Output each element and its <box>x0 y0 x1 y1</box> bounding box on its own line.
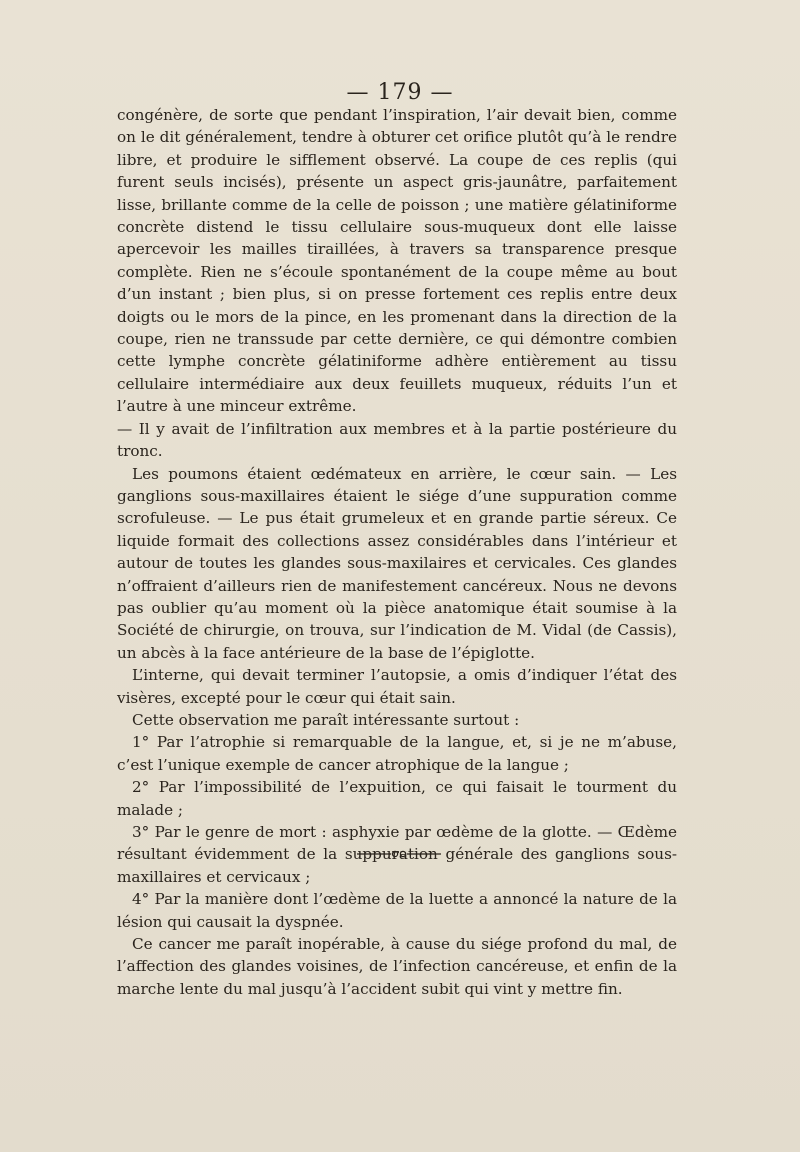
paragraph: Ce cancer me paraît inopérable, à cause du siége profond du mal, de l’affection des glandes voisines, de l’infection cancéreuse, et enfin de la marche lente du mal jusqu’à l’accident subit qui vint y mettre fin. <box>117 935 677 998</box>
paragraph: 3° Par le genre de mort : asphyxie par œdème de la glotte. — Œdème résultant évidemment de la suppuration générale des ganglions sous-maxillaires et cervicaux ; <box>117 823 677 886</box>
paragraph: 1° Par l’atrophie si remarquable de la langue, et, si je ne m’abuse, c’est l’unique exemple de cancer atrophique de la langue ; <box>117 733 677 774</box>
paragraph: congénère, de sorte que pendant l’inspiration, l’air devait bien, comme on le dit généralement, tendre à obturer cet orifice plutôt qu’à le rendre libre, et produire le sifflement observé. La coupe de ces replis (qui furent seuls incisés), présente un aspect gris-jaunâtre, parfaitement lisse, brillante comme de la celle de poisson ; une matière gélatiniforme concrète distend le tissu cellulaire sous-muqueux dont elle laisse apercevoir les mailles tiraillées, à travers sa transparence presque complète. Rien ne s’écoule spontanément de la coupe même au bout d’un instant ; bien plus, si on presse fortement ces replis entre deux doigts ou le mors de la pince, en les promenant dans la direction de la coupe, rien ne transsude par cette dernière, ce qui démontre combien cette lymphe concrète gélatiniforme adhère entièrement au tissu cellulaire intermédiaire aux deux feuillets muqueux, réduits l’un et l’autre à une minceur extrême. <box>117 106 677 416</box>
paragraph: L’interne, qui devait terminer l’autopsie, a omis d’indiquer l’état des visères, excepté pour le cœur qui était sain. <box>117 666 677 707</box>
body-text <box>117 104 677 1000</box>
paragraph: 4° Par la manière dont l’œdème de la luette a annoncé la nature de la lésion qui causait la dyspnée. <box>117 890 677 931</box>
paragraph: 2° Par l’impossibilité de l’expuition, ce qui faisait le tourment du malade ; <box>117 778 677 819</box>
section-end-ornament-icon <box>355 847 443 861</box>
paragraph: — Il y avait de l’infiltration aux membres et à la partie postérieure du tronc. <box>117 419 677 461</box>
page-number: — 179 — <box>346 80 454 105</box>
paragraph: Les poumons étaient œdémateux en arrière, le cœur sain. — Les ganglions sous-maxillaires étaient le siége d’une suppuration comme scrofuleuse. — Le pus était grumeleux et en grande partie séreux. Ce liquide formait des collections assez considérables dans l’intérieur et autour de toutes les glandes sous-maxilaires et cervicales. Ces glandes n’offraient d’ailleurs rien de manifestement cancéreux. Nous ne devons pas oublier qu’au moment où la pièce anatomique était soumise à la Société de chirurgie, on trouva, sur l’indication de M. Vidal (de Cassis), un abcès à la face antérieure de la base de l’épiglotte. <box>117 464 677 662</box>
paragraph: Cette observation me paraît intéressante surtout : <box>132 710 520 729</box>
